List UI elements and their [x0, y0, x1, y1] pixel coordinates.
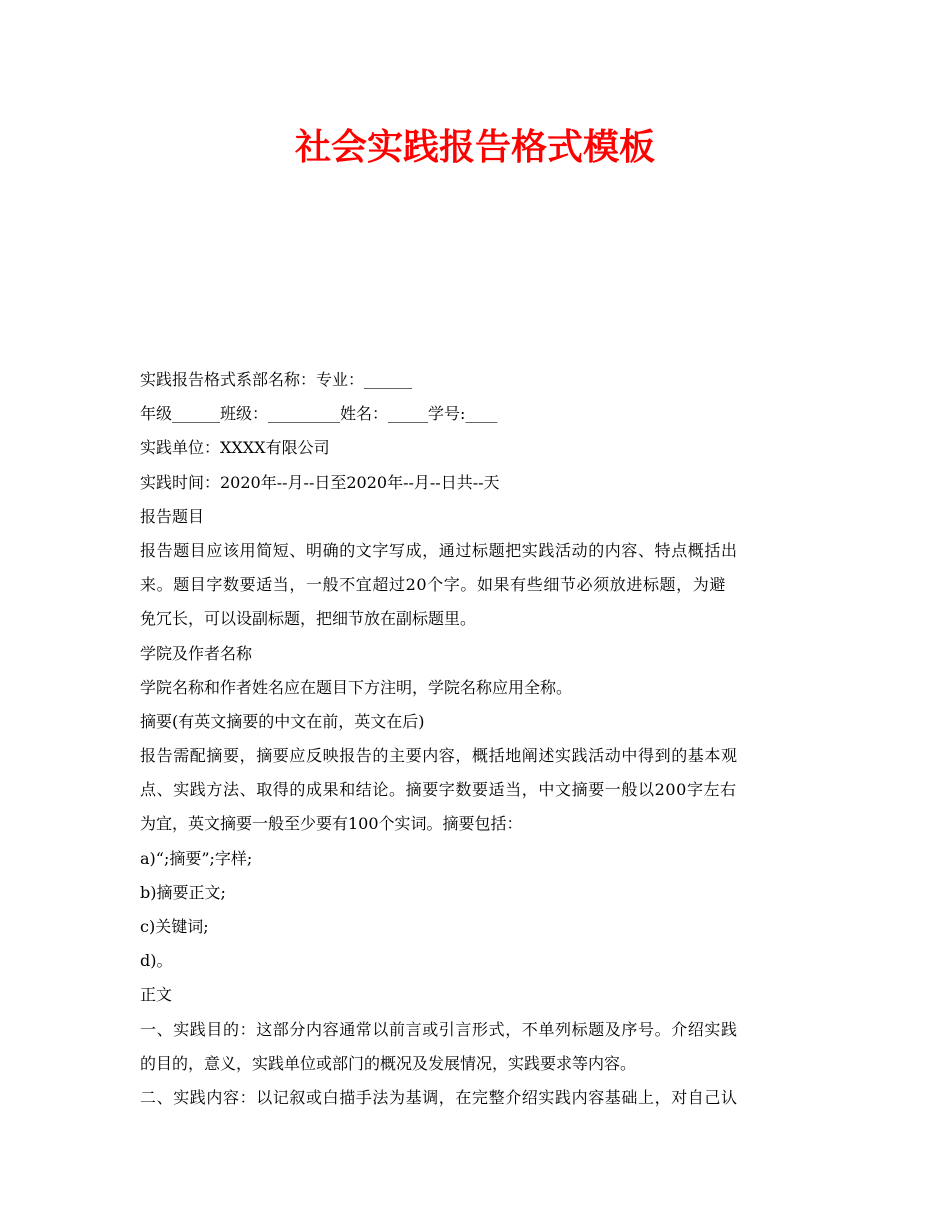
text-line: 来。题目字数要适当，一般不宜超过20个字。如果有些细节必须放进标题，为避: [140, 575, 726, 595]
text-line: 一、实践目的：这部分内容通常以前言或引言形式，不单列标题及序号。介绍实践: [140, 1019, 738, 1039]
text-line: 免冗长，可以设副标题，把细节放在副标题里。: [140, 609, 477, 629]
text-line: 实践单位：XXXX有限公司: [140, 438, 330, 458]
document-body: [140, 363, 815, 1115]
text-line: 二、实践内容：以记叙或白描手法为基调，在完整介绍实践内容基础上，对自己认: [140, 1087, 738, 1107]
text-line: 学院名称和作者姓名应在题目下方注明，学院名称应用全称。: [140, 677, 573, 697]
section-heading: 摘要(有英文摘要的中文在前，英文在后): [140, 711, 425, 731]
section-heading: 学院及作者名称: [140, 643, 253, 663]
text-line: 实践时间：2020年--月--日至2020年--月--日共--天: [140, 472, 500, 492]
text-line: 的目的，意义，实践单位或部门的概况及发展情况，实践要求等内容。: [140, 1053, 637, 1073]
text-line: 年级______班级：_________姓名：_____学号:____: [140, 404, 498, 424]
text-line: 报告题目应该用简短、明确的文字写成，通过标题把实践活动的内容、特点概括出: [140, 540, 738, 560]
text-line: 实践报告格式系部名称：专业：______: [140, 370, 413, 389]
list-item: c)关键词;: [140, 917, 209, 936]
list-item: a)“;摘要”;字样;: [140, 848, 253, 868]
section-heading: 正文: [140, 985, 173, 1005]
text-line: 点、实践方法、取得的成果和结论。摘要字数要适当，中文摘要一般以200字左右: [140, 780, 737, 800]
text-line: 为宜，英文摘要一般至少要有100个实词。摘要包括：: [140, 814, 523, 834]
list-item: b)摘要正文;: [140, 882, 226, 902]
list-item: d)。: [140, 951, 173, 971]
text-line: 报告需配摘要，摘要应反映报告的主要内容，概括地阐述实践活动中得到的基本观: [140, 746, 738, 766]
section-heading: 报告题目: [140, 506, 205, 526]
document-title: 社会实践报告格式模板: [294, 126, 655, 168]
